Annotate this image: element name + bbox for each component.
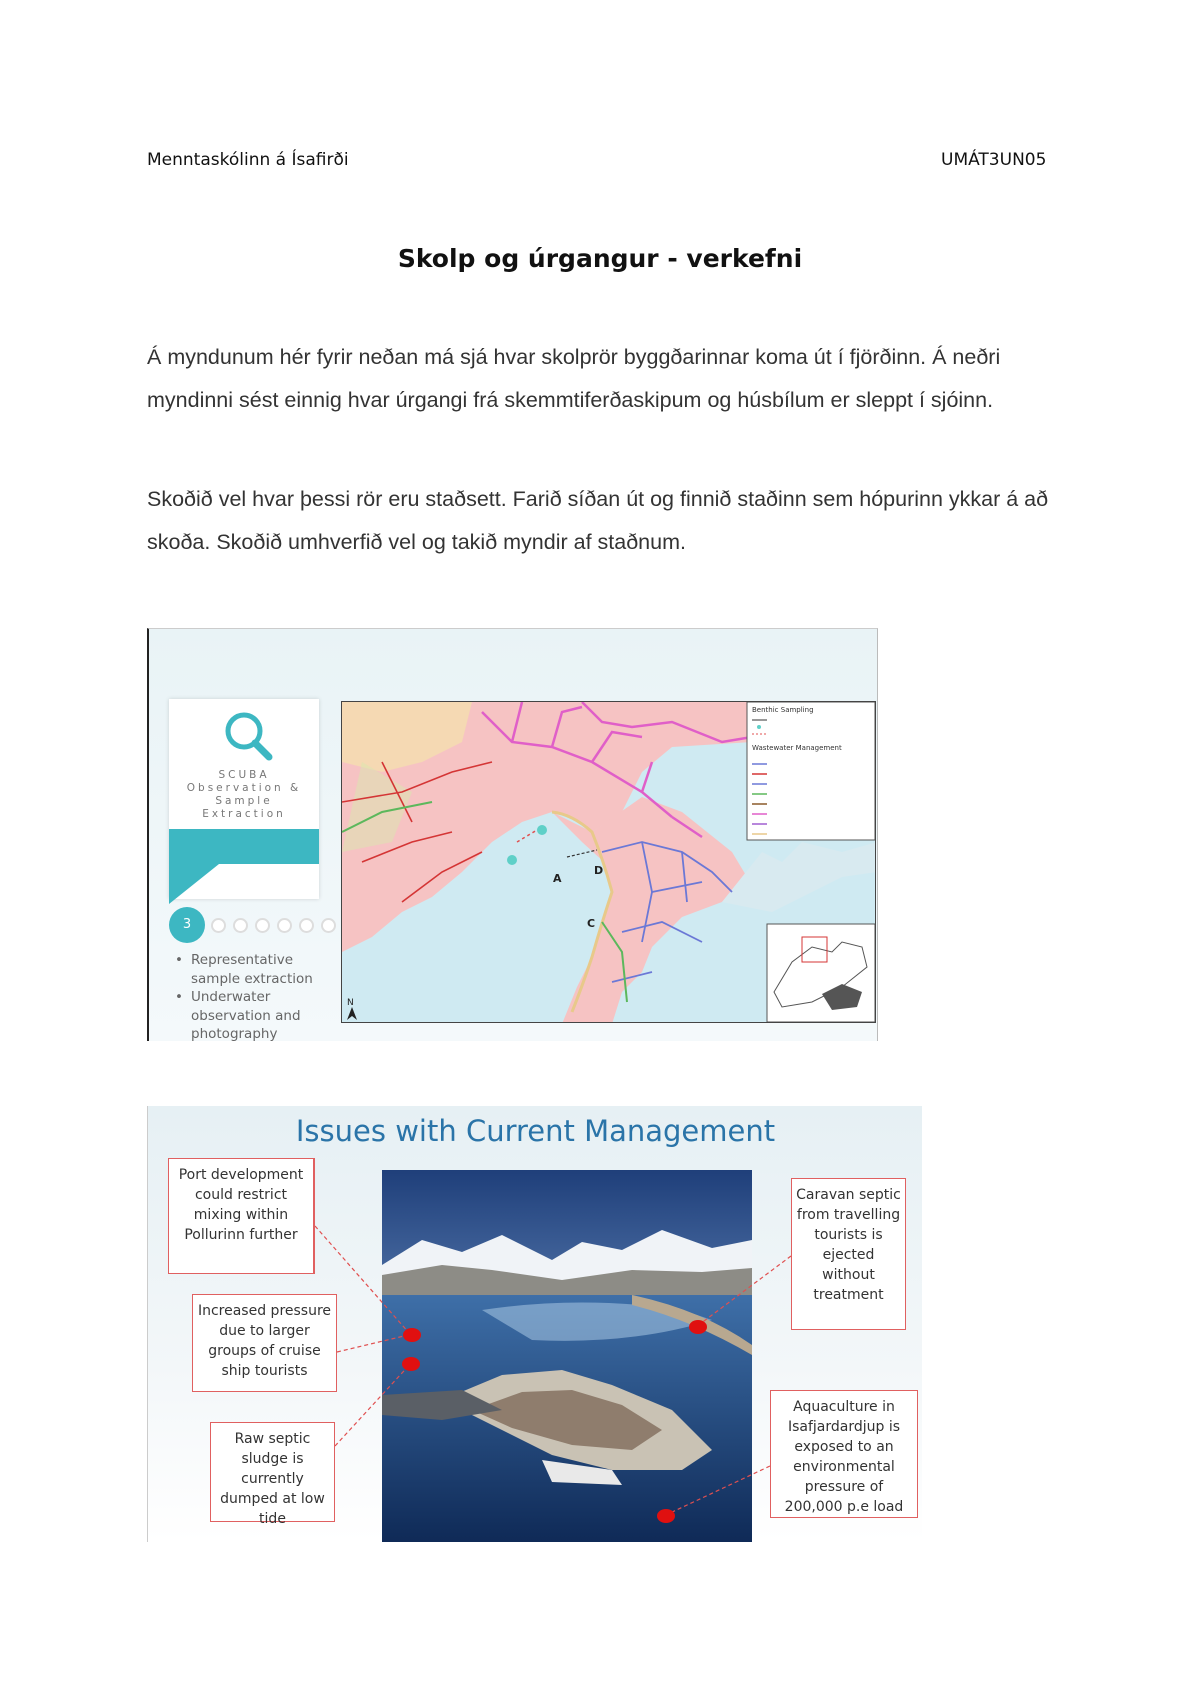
callout-cruise-pressure: Increased pressure due to larger groups of cruise ship tourists bbox=[192, 1294, 337, 1392]
slide-title: Issues with Current Management bbox=[295, 1114, 776, 1148]
callout-aquaculture: Aquaculture in Isafjardardjup is exposed to an environmental pressure of 200,000 p.e load bbox=[770, 1390, 918, 1518]
document-title: Skolp og úrgangur - verkefni bbox=[397, 244, 803, 273]
progress-dot bbox=[211, 918, 226, 933]
progress-dot bbox=[233, 918, 248, 933]
figure-sampling-map bbox=[147, 628, 878, 1041]
point-label-a: A bbox=[553, 872, 562, 885]
progress-dot bbox=[299, 918, 314, 933]
card-teal-band bbox=[169, 819, 319, 909]
school-name: Menntaskólinn á Ísafirði bbox=[147, 150, 349, 170]
bullet-item: • Underwater observation and photography bbox=[173, 988, 333, 1041]
card-line-3: Sample bbox=[215, 795, 273, 807]
step-number: 3 bbox=[169, 907, 205, 943]
card-line-1: SCUBA bbox=[218, 769, 270, 781]
point-label-c: C bbox=[587, 917, 596, 930]
legend-title-benthic: Benthic Sampling bbox=[752, 706, 814, 714]
callout-caravan-septic: Caravan septic from travelling tourists is ejected without treatment bbox=[791, 1178, 906, 1330]
card-line-2: Observation & bbox=[186, 782, 302, 794]
bullet-item: • Representative sample extraction bbox=[173, 951, 333, 988]
figure-issues-slide bbox=[147, 1106, 922, 1542]
point-label-d: D bbox=[594, 864, 604, 877]
paragraph-instructions: Skoðið vel hvar þessi rör eru staðsett. Farið síðan út og finnið staðinn sem hópurinn ykkar á að skoða. Skoðið umhverfið vel og takið myndir af staðnum. bbox=[147, 487, 1049, 554]
paragraph-intro: Á myndunum hér fyrir neðan má sjá hvar skolprör byggðarinnar koma út í fjörðinn. Á neðri myndinni sést einnig hvar úrgangi frá skemmtiferðaskipum og húsbílum er sleppt í sjóinn. bbox=[147, 345, 1001, 412]
callout-port-development: Port development could restrict mixing within Pollurinn further bbox=[168, 1158, 315, 1274]
aerial-photo bbox=[382, 1170, 752, 1542]
course-code: UMÁT3UN05 bbox=[941, 150, 1047, 170]
north-label: N bbox=[347, 998, 354, 1008]
progress-dot bbox=[255, 918, 270, 933]
wastewater-map bbox=[341, 701, 876, 1023]
progress-dot bbox=[277, 918, 292, 933]
scuba-card-label bbox=[169, 769, 319, 821]
card-line-4: Extraction bbox=[202, 808, 286, 820]
bullet-list bbox=[173, 951, 333, 1041]
progress-dot bbox=[321, 918, 336, 933]
callout-septic-sludge: Raw septic sludge is currently dumped at low tide bbox=[210, 1422, 335, 1522]
legend-title-wastewater: Wastewater Management bbox=[752, 744, 842, 752]
